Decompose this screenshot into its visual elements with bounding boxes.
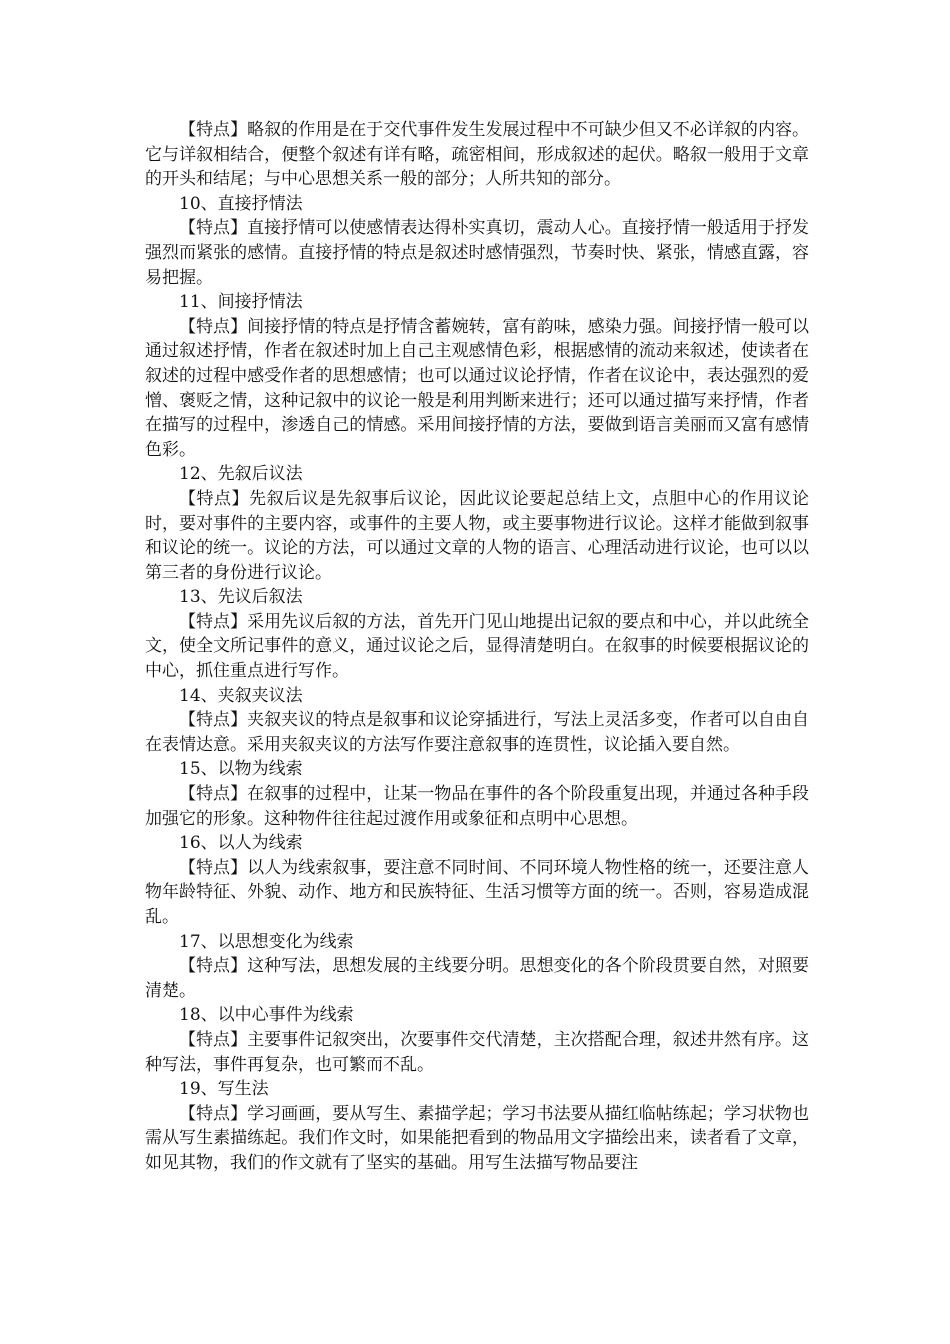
section-heading: 17、以思想变化为线索 [179, 931, 354, 952]
section-heading: 18、以中心事件为线索 [179, 1005, 354, 1026]
section-heading: 13、先议后叙法 [179, 587, 303, 608]
section-heading: 11、间接抒情法 [179, 292, 303, 313]
document-page [145, 118, 809, 1176]
paragraph: 【特点】略叙的作用是在于交代事件发生发展过程中不可缺少但又不必详叙的内容。它与详叙相结合，便整个叙述有详有略，疏密相间，形成叙述的起伏。略叙一般用于文章的开头和结尾；与中心思想关系一般的部分；人所共知的部分。 [145, 120, 809, 190]
paragraph: 【特点】这种写法，思想发展的主线要分明。思想变化的各个阶段贯要自然，对照要清楚。 [145, 956, 809, 1001]
paragraph: 【特点】主要事件记叙突出，次要事件交代清楚，主次搭配合理，叙述井然有序。这种写法，事件再复杂，也可繁而不乱。 [145, 1029, 809, 1075]
section-heading: 16、以人为线索 [179, 833, 303, 854]
section-heading: 10、直接抒情法 [179, 193, 303, 214]
paragraph: 【特点】先叙后议是先叙事后议论，因此议论要起总结上文，点胆中心的作用议论时，要对事件的主要内容，或事件的主要人物，或主要事物进行议论。这样才能做到叙事和议论的统一。议论的方法，可以通过文章的人物的语言、心理活动进行议论，也可以以第三者的身份进行议论。 [145, 488, 809, 583]
section-heading: 15、以物为线索 [179, 759, 303, 780]
section-heading: 19、写生法 [179, 1079, 269, 1100]
paragraph: 【特点】学习画画，要从写生、素描学起；学习书法要从描红临帖练起；学习状物也需从写生素描练起。我们作文时，如果能把看到的物品用文字描绘出来，读者看了文章，如见其物，我们的作文就有了坚实的基础。用写生法描写物品要注 [145, 1103, 809, 1173]
paragraph: 【特点】直接抒情可以使感情表达得朴实真切，震动人心。直接抒情一般适用于抒发强烈而紧张的感情。直接抒情的特点是叙述时感情强烈，节奏时快、紧张，情感直露，容易把握。 [145, 218, 809, 288]
section-heading: 12、先叙后议法 [179, 464, 303, 485]
paragraph: 【特点】间接抒情的特点是抒情含蓄婉转，富有韵味，感染力强。间接抒情一般可以通过叙述抒情，作者在叙述时加上自己主观感情色彩，根据感情的流动来叙述，使读者在叙述的过程中感受作者的思想感情；也可以通过议论抒情，作者在议论中，表达强烈的爱憎、褒贬之情，这种记叙中的议论一般是利用判断来进行；还可以通过描写来抒情，作者在描写的过程中，渗透自己的情感。采用间接抒情的方法，要做到语言美丽而又富有感情色彩。 [145, 316, 809, 460]
paragraph: 【特点】在叙事的过程中，让某一物品在事件的各个阶段重复出现，并通过各种手段加强它的形象。这种物件往往起过渡作用或象征和点明中心思想。 [145, 784, 809, 829]
paragraph: 【特点】采用先议后叙的方法，首先开门见山地提出记叙的要点和中心，并以此统全文，使全文所记事件的意义，通过议论之后，显得清楚明白。在叙事的时候要根据议论的中心，抓住重点进行写作。 [145, 611, 809, 682]
paragraph: 【特点】夹叙夹议的特点是叙事和议论穿插进行，写法上灵活多变，作者可以自由自在表情达意。采用夹叙夹议的方法写作要注意叙事的连贯性，议论插入要自然。 [145, 710, 809, 755]
section-heading: 14、夹叙夹议法 [179, 685, 303, 706]
paragraph: 【特点】以人为线索叙事，要注意不同时间、不同环境人物性格的统一，还要注意人物年龄特征、外貌、动作、地方和民族特征、生活习惯等方面的统一。否则，容易造成混乱。 [145, 857, 809, 927]
